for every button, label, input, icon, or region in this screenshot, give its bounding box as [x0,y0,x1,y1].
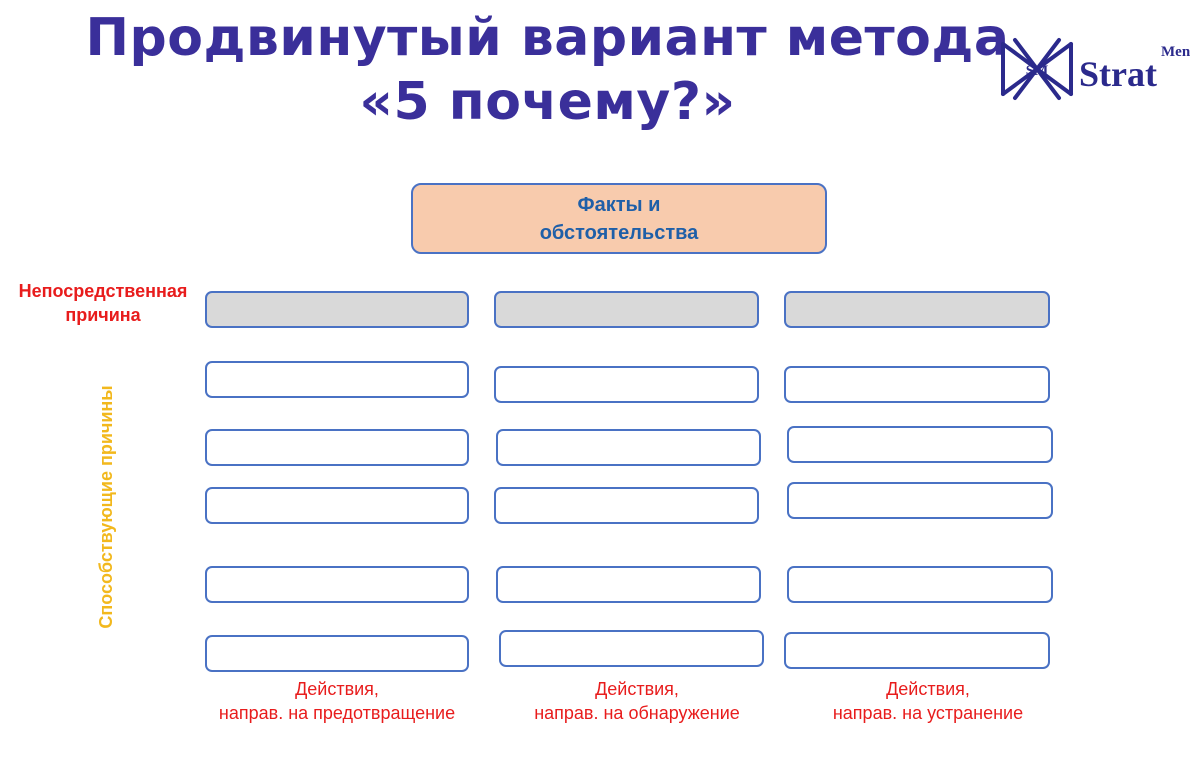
cause-box-col2-row2 [496,429,761,466]
cause-box-col3-row5 [784,632,1050,669]
cause-box-col1-row4 [205,566,469,603]
action-label-detection [487,677,787,725]
action-elimination-line-1: Действия, [886,679,970,699]
immediate-cause-box-2 [494,291,759,328]
cause-box-col2-row5 [499,630,764,667]
cause-box-col3-row2 [787,426,1053,463]
facts-line-1: Факты и [577,193,661,216]
cause-box-col1-row1 [205,361,469,398]
logo-emblem-icon [995,34,1079,104]
action-label-prevention [187,677,487,725]
action-detection-line-1: Действия, [595,679,679,699]
action-prevention-line-1: Действия, [295,679,379,699]
cause-box-col3-row4 [787,566,1053,603]
contributing-causes-label: Способствующие причины [96,385,116,629]
stratmen-logo [995,34,1195,104]
immediate-cause-box-1 [205,291,469,328]
cause-box-col3-row1 [784,366,1050,403]
cause-box-col2-row1 [494,366,759,403]
cause-box-col2-row3 [494,487,759,524]
logo-emblem-letters: SM [1025,63,1049,79]
action-detection-line-2: направ. на обнаружение [534,703,740,723]
title-line-1: Продвинутый вариант метода [85,8,1010,68]
facts-box [411,183,827,254]
action-label-elimination [778,677,1078,725]
page-title [60,6,1035,134]
action-elimination-line-2: направ. на устранение [832,703,1024,723]
immediate-cause-line-1: Непосредственная [18,281,188,301]
facts-line-2: обстоятельства [539,221,699,244]
immediate-cause-box-3 [784,291,1050,328]
cause-box-col1-row2 [205,429,469,466]
action-prevention-line-2: направ. на предотвращение [218,703,456,723]
title-line-2: «5 почему?» [359,72,736,132]
cause-box-col2-row4 [496,566,761,603]
cause-box-col1-row5 [205,635,469,672]
immediate-cause-line-2: причина [65,305,141,325]
logo-superscript: Men [1161,44,1191,60]
cause-box-col1-row3 [205,487,469,524]
cause-box-col3-row3 [787,482,1053,519]
logo-wordmark: Strat [1079,54,1157,94]
immediate-cause-label [4,279,202,327]
